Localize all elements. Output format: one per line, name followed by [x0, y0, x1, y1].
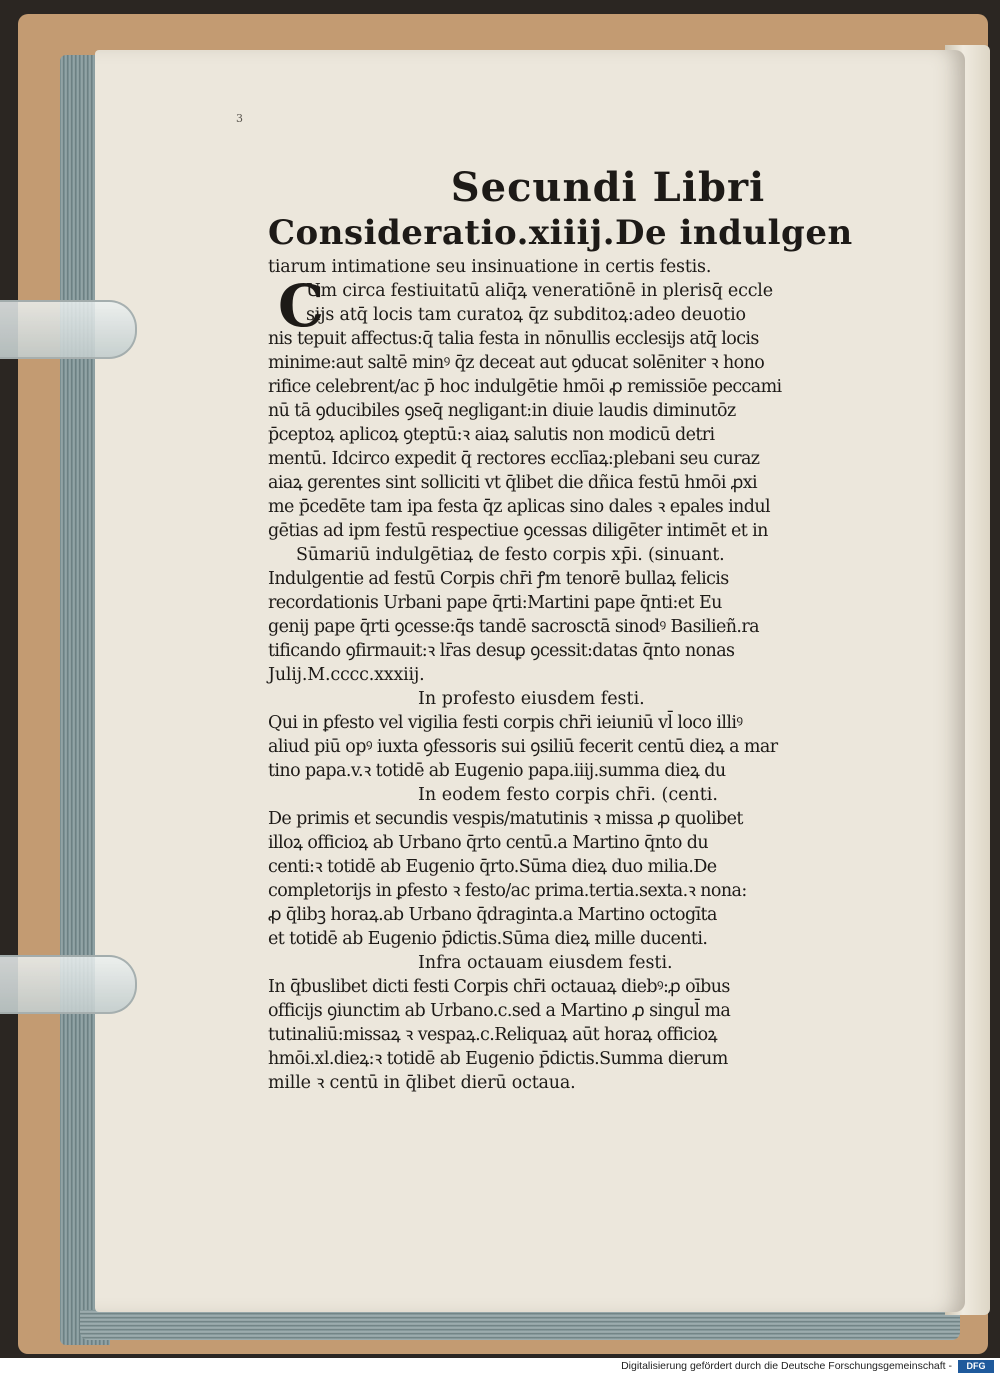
text-line: tutinaliū:missaꝝ ꝛ vespaꝝ.c.Reliquaꝝ aūt horaꝝ officioꝝ	[268, 1025, 718, 1045]
page-edges-bottom	[80, 1310, 960, 1340]
text-line: ꝓ q̄libꝫ horaꝝ.ab Urbano q̄draginta.a Martino octogīta	[268, 905, 717, 925]
text-line: nū tā ꝯducibiles ꝯseq̄ negligant:in diuie laudis diminutōz	[268, 401, 736, 421]
section-heading: Sūmariū indulgētiaꝝ de festo corpis xp̄i. (sinuant.	[296, 545, 725, 565]
text-line: Qui in ꝑfesto vel vigilia festi corpis chr̄i ieiuniū vl̄ loco illiꝰ	[268, 713, 743, 733]
text-line: tiarum intimatione seu insinuatione in certis festis.	[268, 257, 712, 277]
title-line-2: Consideratio.xiiij.De indulgen	[268, 213, 853, 253]
decorated-initial: C	[278, 272, 325, 340]
text-line: centi:ꝛ totidē ab Eugenio q̄rto.Sūma dieꝝ duo milia.De	[268, 857, 717, 877]
bookmark-strap-top	[0, 300, 137, 359]
text-line: In q̄buslibet dicti festi Corpis chr̄i octauaꝝ diebꝰ:ꝓ oībus	[268, 977, 730, 997]
text-line: completorijs in ꝑfesto ꝛ festo/ac prima.tertia.sexta.ꝛ nona:	[268, 881, 747, 901]
section-heading: Infra octauam eiusdem festi.	[418, 953, 673, 973]
text-line: Um circa festiuitatū aliq̄ꝝ veneratiōnē in plerisq̄ eccle	[306, 281, 773, 301]
section-heading: In profesto eiusdem festi.	[418, 689, 645, 709]
text-line: tificando ꝯfirmauit:ꝛ lr̄as desuꝑ ꝯcessit:datas q̄nto nonas	[268, 641, 735, 661]
text-line: me p̄cedēte tam ipa festa q̄z aplicas sino dales ꝛ epales indul	[268, 497, 771, 517]
text-line: gētias ad ipm festū respectiue ꝯcessas diligēter intimēt et in	[268, 521, 768, 541]
text-line: sijs atq̄ locis tam curatoꝝ q̄z subditoꝝ:adeo deuotio	[306, 305, 746, 325]
title-line-1: Secundi Libri	[450, 164, 766, 211]
dfg-logo: DFG	[958, 1360, 994, 1373]
text-line: illoꝝ officioꝝ ab Urbano q̄rto centū.a Martino q̄nto du	[268, 833, 709, 853]
text-line: aiaꝝ gerentes sint solliciti vt q̄libet die dñica festū hmōi ꝓxi	[268, 473, 757, 493]
text-line: nis tepuit affectus:q̄ talia festa in nōnullis ecclesijs atq̄ locis	[268, 329, 759, 349]
section-heading: In eodem festo corpis chr̄i. (centi.	[418, 785, 718, 805]
text-line: rifice celebrent/ac p̄ hoc indulgētie hmōi ꝓ remissiōe peccami	[268, 377, 782, 397]
text-line: Indulgentie ad festū Corpis chr̄i ꝭm tenorē bullaꝝ felicis	[268, 569, 729, 589]
text-line: p̄ceptoꝝ aplicoꝝ ꝯteptū:ꝛ aiaꝝ salutis non modicū detri	[268, 425, 715, 445]
text-line: officijs ꝯiunctim ab Urbano.c.sed a Martino ꝓ singul̄ ma	[268, 1001, 731, 1021]
text-line: et totidē ab Eugenio p̄dictis.Sūma dieꝝ mille ducenti.	[268, 929, 708, 949]
text-line: De primis et secundis vespis/matutinis ꝛ missa ꝓ quolibet	[268, 809, 743, 829]
text-block	[268, 165, 888, 1095]
text-line: mentū. Idcirco expedit q̄ rectores ecclīaꝝ:plebani seu curaz	[268, 449, 760, 469]
bookmark-strap-bottom	[0, 955, 137, 1014]
footer-credit: Digitalisierung gefördert durch die Deutsche Forschungsgemeinschaft -	[621, 1360, 952, 1372]
text-line: genij pape q̄rti ꝯcesse:q̄s tandē sacrosctā sinodꝰ Basilieñ.ra	[268, 617, 759, 637]
text-line: recordationis Urbani pape q̄rti:Martini pape q̄nti:et Eu	[268, 593, 722, 613]
text-line: mille ꝛ centū in q̄libet dierū octaua.	[268, 1073, 576, 1093]
text-line: hmōi.xl.dieꝝ:ꝛ totidē ab Eugenio p̄dictis.Summa dierum	[268, 1049, 728, 1069]
text-line: aliud piū opꝰ iuxta ꝯfessoris sui ꝯsiliū fecerit centū dieꝝ a mar	[268, 737, 778, 757]
page-number: 3	[236, 112, 243, 125]
text-line: minime:aut saltē minꝰ q̄z deceat aut ꝯducat solēniter ꝛ hono	[268, 353, 765, 373]
text-line: tino papa.v.ꝛ totidē ab Eugenio papa.iiij.summa dieꝝ du	[268, 761, 726, 781]
text-line: Julij.M.cccc.xxxiij.	[268, 665, 425, 685]
